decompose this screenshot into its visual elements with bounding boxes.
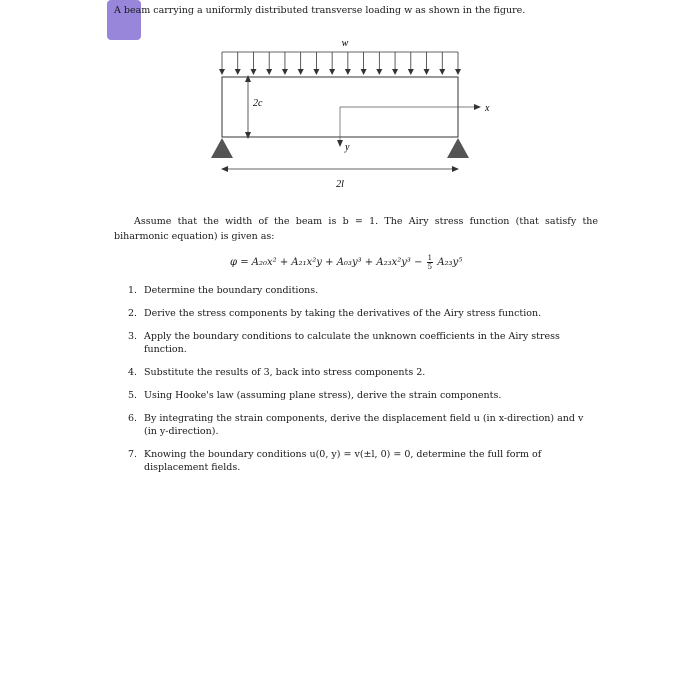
task-list <box>114 284 598 484</box>
right-support <box>447 138 469 158</box>
load-arrow-head <box>298 69 304 75</box>
item-text: Substitute the results of 3, back into stress components 2. <box>144 367 426 378</box>
list-item <box>114 366 598 379</box>
list-item <box>114 412 598 438</box>
load-arrow-head <box>235 69 241 75</box>
load-arrow-head <box>408 69 414 75</box>
equation-term-5: A₂₃y⁵ <box>437 257 463 268</box>
equation-term-2: A₂₁x²y <box>291 257 322 268</box>
item-number: 5. <box>128 390 138 401</box>
depth-arrow-bottom <box>245 132 251 139</box>
load-arrow-head <box>266 69 272 75</box>
span-label: 2l <box>336 179 344 190</box>
assumption-text: Assume that the width of the beam is b = 1. The Airy stress function (that satisfy the biharmonic equation) is given as: <box>114 216 598 242</box>
y-axis-label: y <box>345 142 350 153</box>
load-arrow-head <box>361 69 367 75</box>
item-number: 7. <box>128 449 138 460</box>
distributed-load <box>219 52 461 75</box>
beam-figure <box>200 30 500 190</box>
load-arrow-head <box>329 69 335 75</box>
item-text: Knowing the boundary conditions u(0, y) = v(±l, 0) = 0, determine the full form of displacement fields. <box>144 449 542 473</box>
item-number: 1. <box>128 285 138 296</box>
load-arrow-head <box>313 69 319 75</box>
intro-text: A beam carrying a uniformly distributed transverse loading w as shown in the figure. <box>114 5 526 16</box>
load-arrow-head <box>424 69 430 75</box>
item-number: 6. <box>128 413 138 424</box>
equation-fraction <box>427 254 433 271</box>
load-arrow-head <box>219 69 225 75</box>
item-text: Determine the boundary conditions. <box>144 285 319 296</box>
load-arrow-head <box>392 69 398 75</box>
item-text: Derive the stress components by taking the derivatives of the Airy stress function. <box>144 308 542 319</box>
list-item <box>114 389 598 402</box>
list-item <box>114 448 598 474</box>
load-arrow-head <box>282 69 288 75</box>
load-arrow-head <box>250 69 256 75</box>
item-text: By integrating the strain components, derive the displacement field u (in x-direction) and v (in y-direction). <box>144 413 584 437</box>
y-axis-arrow <box>337 140 343 147</box>
airy-stress-equation: φ = A₂₀x² + A₂₁x²y + A₀₃y³ + A₂₃x²y³ − $\frac{1}{5}$ A₂₃y⁵ <box>230 254 463 271</box>
fraction-numerator: 1 <box>427 254 433 262</box>
item-number: 4. <box>128 367 138 378</box>
load-label: w <box>341 38 349 49</box>
span-arrow-left <box>221 166 228 172</box>
load-arrow-head <box>439 69 445 75</box>
depth-arrow-top <box>245 75 251 82</box>
x-axis-arrow <box>474 104 481 110</box>
item-number: 3. <box>128 331 138 342</box>
item-text: Using Hooke's law (assuming plane stress), derive the strain components. <box>144 390 502 401</box>
load-arrow-head <box>345 69 351 75</box>
list-item <box>114 330 598 356</box>
x-axis-label: x <box>485 103 490 114</box>
assumption-paragraph <box>114 214 598 244</box>
load-arrow-head <box>455 69 461 75</box>
item-text: Apply the boundary conditions to calculate the unknown coefficients in the Airy stress function. <box>144 331 560 355</box>
list-item <box>114 284 598 297</box>
left-support <box>211 138 233 158</box>
equation-term-4: A₂₃x²y³ <box>376 257 411 268</box>
fraction-denominator: 5 <box>427 263 433 271</box>
equation-term-1: A₂₀x² <box>251 257 277 268</box>
equation-lhs: φ <box>230 257 238 268</box>
depth-label: 2c <box>253 98 263 109</box>
load-arrow-head <box>376 69 382 75</box>
list-item <box>114 307 598 320</box>
item-number: 2. <box>128 308 138 319</box>
equation-term-3: A₀₃y³ <box>336 257 362 268</box>
span-arrow-right <box>452 166 459 172</box>
